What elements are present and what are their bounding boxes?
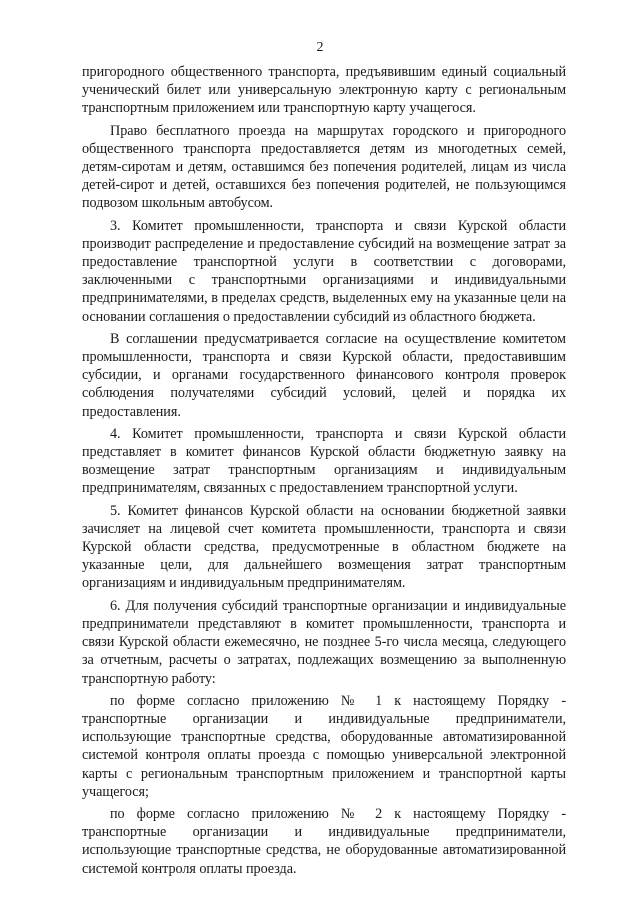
document-body — [82, 63, 566, 882]
paragraph-form-appendix-2: по форме согласно приложению № 2 к настоящему Порядку - транспортные организации и индивидуальные предприниматели, использующие транспортные средства, не оборудованные автоматизированной системой контроля оплаты проезда. — [82, 805, 566, 877]
paragraph-item-4-budget-request: 4. Комитет промышленности, транспорта и связи Курской области представляет в комитет финансов Курской области бюджетную заявку на возмещение затрат транспортным организациям и индивидуальным предпринимателям, связанных с предоставлением транспортной услуги. — [82, 425, 566, 497]
paragraph-item-6-subsidy-calculation: 6. Для получения субсидий транспортные организации и индивидуальные предприниматели представляют в комитет промышленности, транспорта и связи Курской области ежемесячно, не позднее 5-го числа месяца, следующего за отчетным, расчеты о затратах, подлежащих возмещению за выполненную транспортную работу: — [82, 597, 566, 687]
paragraph-free-travel-right: Право бесплатного проезда на маршрутах городского и пригородного общественного транспорта предоставляется детям из многодетных семей, детям-сиротам и детям, оставшимся без попечения родителей, лицам из числа детей-сирот и детей, оставшихся без попечения родителей, не пользующимся подвозом школьным автобусом. — [82, 122, 566, 212]
paragraph-agreement-consent: В соглашении предусматривается согласие на осуществление комитетом промышленности, транспорта и связи Курской области, предоставившим субсидии, и органами государственного финансового контроля проверок соблюдения получателями субсидий условий, целей и порядка их предоставления. — [82, 330, 566, 420]
page-number: 2 — [316, 40, 324, 55]
paragraph-fare-ticket-continuation: пригородного общественного транспорта, предъявившим единый социальный ученический билет или универсальную электронную карту с региональным транспортным приложением или транспортную карту учащегося. — [82, 64, 566, 117]
paragraph-item-3-subsidy-distribution: 3. Комитет промышленности, транспорта и связи Курской области производит распределение и предоставление субсидий на возмещение затрат за предоставление транспортной услуги в соответствии с договорами, заключенными с транспортными организациями и индивидуальными предпринимателями, в пределах средств, выделенных ему на указанные цели на основании соглашения о предоставлении субсидий из областного бюджета. — [82, 217, 566, 325]
paragraph-item-5-funds-transfer: 5. Комитет финансов Курской области на основании бюджетной заявки зачисляет на лицевой счет комитета промышленности, транспорта и связи Курской области средства, предусмотренные в областном бюджете на указанные цели, для дальнейшего возмещения затрат транспортным организациям и индивидуальным предпринимателям. — [82, 502, 566, 592]
paragraph-form-appendix-1: по форме согласно приложению № 1 к настоящему Порядку - транспортные организации и индивидуальные предприниматели, использующие транспортные средства, оборудованные автоматизированной системой контроля оплаты проезда с помощью универсальной электронной карты с региональным транспортным приложением и транспортной карты учащегося; — [82, 692, 566, 800]
